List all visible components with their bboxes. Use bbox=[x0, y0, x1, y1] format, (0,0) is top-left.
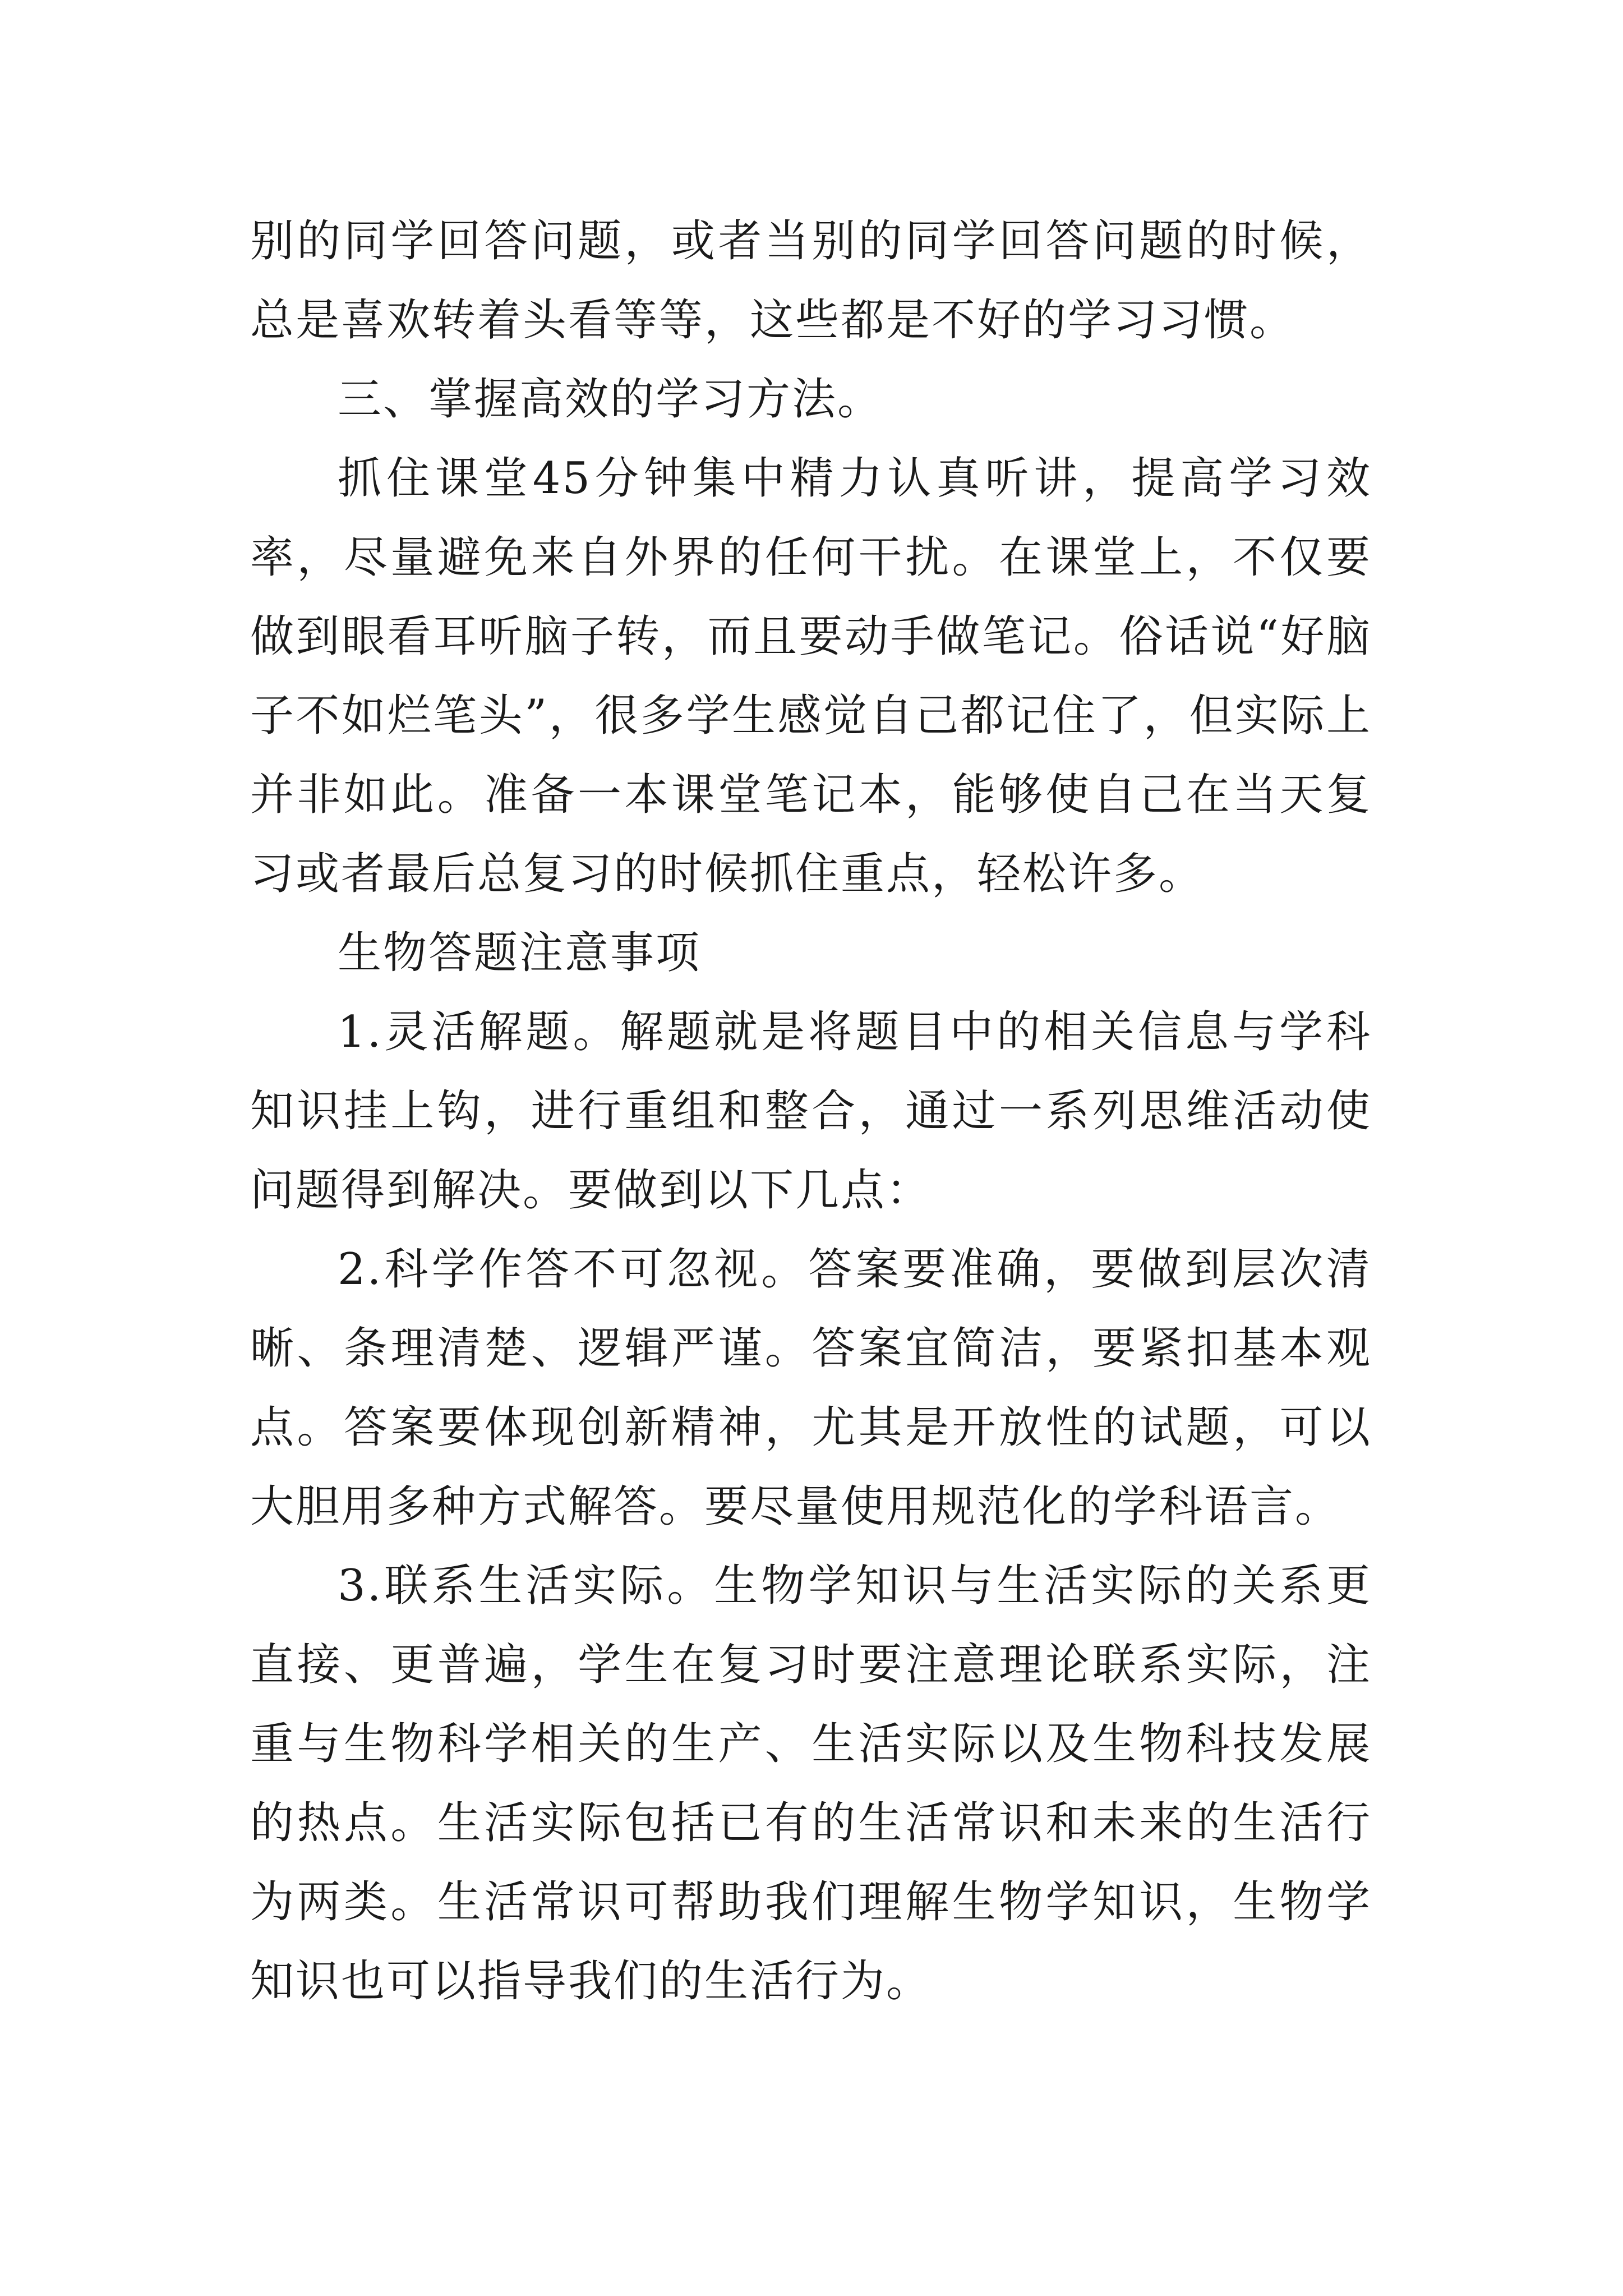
section-heading-study-method: 三、掌握高效的学习方法。 bbox=[338, 374, 883, 425]
paragraph-tip-3: 3.联系生活实际。生物学知识与生活实际的关系更直接、更普遍，学生在复习时要注意理论联系实际，注重与生物科学相关的生产、生活实际以及生物科技发展的热点。生活实际包括已有的生活常识和未来的生活行为两类。生活常识可帮助我们理解生物学知识，生物学知识也可以指导我们的生活行为。 bbox=[250, 1561, 1372, 2007]
paragraph-classroom: 抓住课堂45分钟集中精力认真听讲，提高学习效率，尽量避免来自外界的任何干扰。在课堂上，不仅要做到眼看耳听脑子转，而且要动手做笔记。俗话说“好脑子不如烂笔头”，很多学生感觉自己都记住了，但实际上并非如此。准备一本课堂笔记本，能够使自己在当天复习或者最后总复习的时候抓住重点，轻松许多。 bbox=[250, 453, 1372, 899]
document-body bbox=[250, 202, 1372, 2021]
paragraph-continuation: 别的同学回答问题，或者当别的同学回答问题的时候，总是喜欢转着头看等等，这些都是不好的学习习惯。 bbox=[250, 216, 1372, 346]
section-heading-biology-tips: 生物答题注意事项 bbox=[338, 928, 702, 978]
paragraph-tip-2: 2.科学作答不可忽视。答案要准确，要做到层次清晰、条理清楚、逻辑严谨。答案宜简洁，要紧扣基本观点。答案要体现创新精神，尤其是开放性的试题，可以大胆用多种方式解答。要尽量使用规范化的学科语言。 bbox=[250, 1244, 1372, 1532]
paragraph-tip-1: 1.灵活解题。解题就是将题目中的相关信息与学科知识挂上钩，进行重组和整合，通过一系列思维活动使问题得到解决。要做到以下几点： bbox=[250, 1007, 1372, 1216]
